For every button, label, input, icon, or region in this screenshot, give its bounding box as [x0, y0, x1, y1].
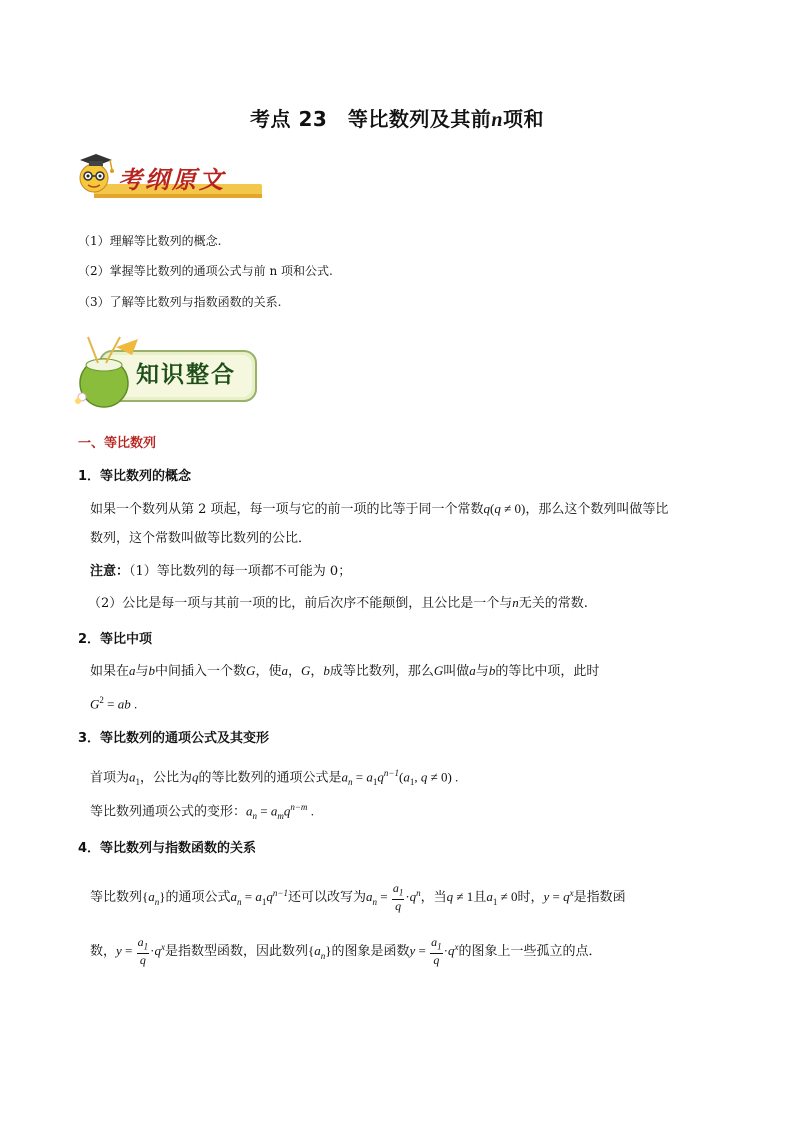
text: ，那么这个数列叫做等比	[525, 502, 669, 517]
subsection-heading-3: 3．等比数列的通项公式及其变形	[78, 731, 270, 746]
text: 叫做	[443, 664, 470, 679]
text: 与	[475, 664, 489, 679]
objective-1: （1）理解等比数列的概念.	[78, 234, 222, 248]
text: 且	[473, 890, 487, 906]
syllabus-banner	[72, 150, 272, 206]
title-text: 考点 23 等比数列及其前	[250, 107, 492, 131]
subsection-heading-4: 4．等比数列与指数函数的关系	[78, 841, 257, 856]
page-title	[0, 103, 794, 132]
text: 的图象是函数	[331, 944, 410, 960]
text: 的图象上一些孤立的点．	[458, 944, 602, 960]
subsection-heading-1: 1．等比数列的概念	[78, 469, 192, 484]
definition-line-1: 如果一个数列从第 2 项起，每一项与它的前一项的比等于同一个常数q(q ≠ 0)，那么这个数列叫做等比	[90, 501, 669, 517]
definition-line-2: 数列，这个常数叫做等比数列的公比．	[90, 531, 312, 546]
text: 首项为	[90, 770, 130, 786]
title-var: n	[491, 109, 503, 131]
mean-formula: $G^2$ = ab .	[90, 695, 138, 712]
text: 是指数函	[573, 890, 626, 906]
general-term-line: 首项为$a_1$，公比为q的等比数列的通项公式是$a_n = a_1q^{n-1}(a_1$, q ≠ 0) .	[90, 768, 459, 787]
text: 与	[135, 664, 149, 679]
text: 等比数列通项公式的变形：	[90, 804, 247, 820]
exp-relation-line-2: 数，y = $\frac{a_1}{q}$ $\cdot q^x$是指数型函数，因此数列$\{a_n\}$的图象是函数y = $\frac{a_1}{q}$ $\cdot q^x$的图象上一些孤立的点．	[90, 935, 602, 968]
exp-relation-line-1: 等比数列$\{a_n\}$的通项公式$a_n = a_1q^{n-1}$还可以改写为$a_n$ = $\frac{a_1}{q}$ $\cdot q^n$，当q ≠ 1且$a_1 \ne 0$时，$y = q^x$是指数函	[90, 881, 626, 914]
general-term-variant: 等比数列通项公式的变形：$a_n = a_mq^{n-m}$ .	[90, 802, 314, 821]
text: 等比数列	[90, 890, 143, 906]
text: ，当	[420, 890, 447, 906]
text: 时，	[517, 890, 544, 906]
text: （1）等比数列的每一项都不可能为 0；	[129, 564, 352, 579]
note-line-1	[90, 563, 351, 581]
title-suffix: 项和	[502, 107, 544, 131]
text: 是指数型函数，因此数列	[164, 944, 308, 960]
objective-2: （2）掌握等比数列的通项公式与前 n 项和公式.	[78, 264, 333, 278]
subsection-heading-2: 2．等比中项	[78, 632, 153, 647]
note-label: 注意：	[90, 564, 130, 579]
fraction: $\frac{a_1}{q}$	[137, 935, 149, 968]
fraction: $\frac{a_1}{q}$	[392, 881, 404, 914]
text: ，使	[255, 664, 282, 679]
banner-title: 考纲原文	[118, 165, 226, 194]
text: 的通项公式	[165, 890, 231, 906]
fraction: $\frac{a_1}{q}$	[431, 935, 442, 968]
text: 还可以改写为	[287, 890, 366, 906]
text: 的等比中项，此时	[495, 664, 600, 679]
text: ，公比为	[140, 770, 193, 786]
mean-line-1: 如果在a与b中间插入一个数G，使a，G，b成等比数列，那么G叫做a与b的等比中项，此时	[90, 663, 600, 679]
text: 的等比数列的通项公式是	[198, 770, 342, 786]
text: 成等比数列，那么	[329, 664, 434, 679]
text: 数，	[90, 944, 117, 960]
text: 如果一个数列从第 2 项起，每一项与它的前一项的比等于同一个常数	[90, 502, 484, 517]
formula: q	[483, 501, 491, 516]
note-line-2: （2）公比是每一项与其前一项的比，前后次序不能颠倒，且公比是一个与n无关的常数.	[88, 595, 588, 611]
objective-3: （3）了解等比数列与指数函数的关系.	[78, 295, 282, 309]
text: （2）公比是每一项与其前一项的比，前后次序不能颠倒，且公比是一个与	[88, 596, 513, 611]
section-heading: 一、等比数列	[78, 436, 157, 451]
text: 无关的常数.	[518, 596, 588, 611]
banner-title: 知识整合	[136, 361, 236, 388]
text: 如果在	[90, 664, 130, 679]
knowledge-banner	[72, 333, 262, 411]
text: 中间插入一个数	[155, 664, 247, 679]
